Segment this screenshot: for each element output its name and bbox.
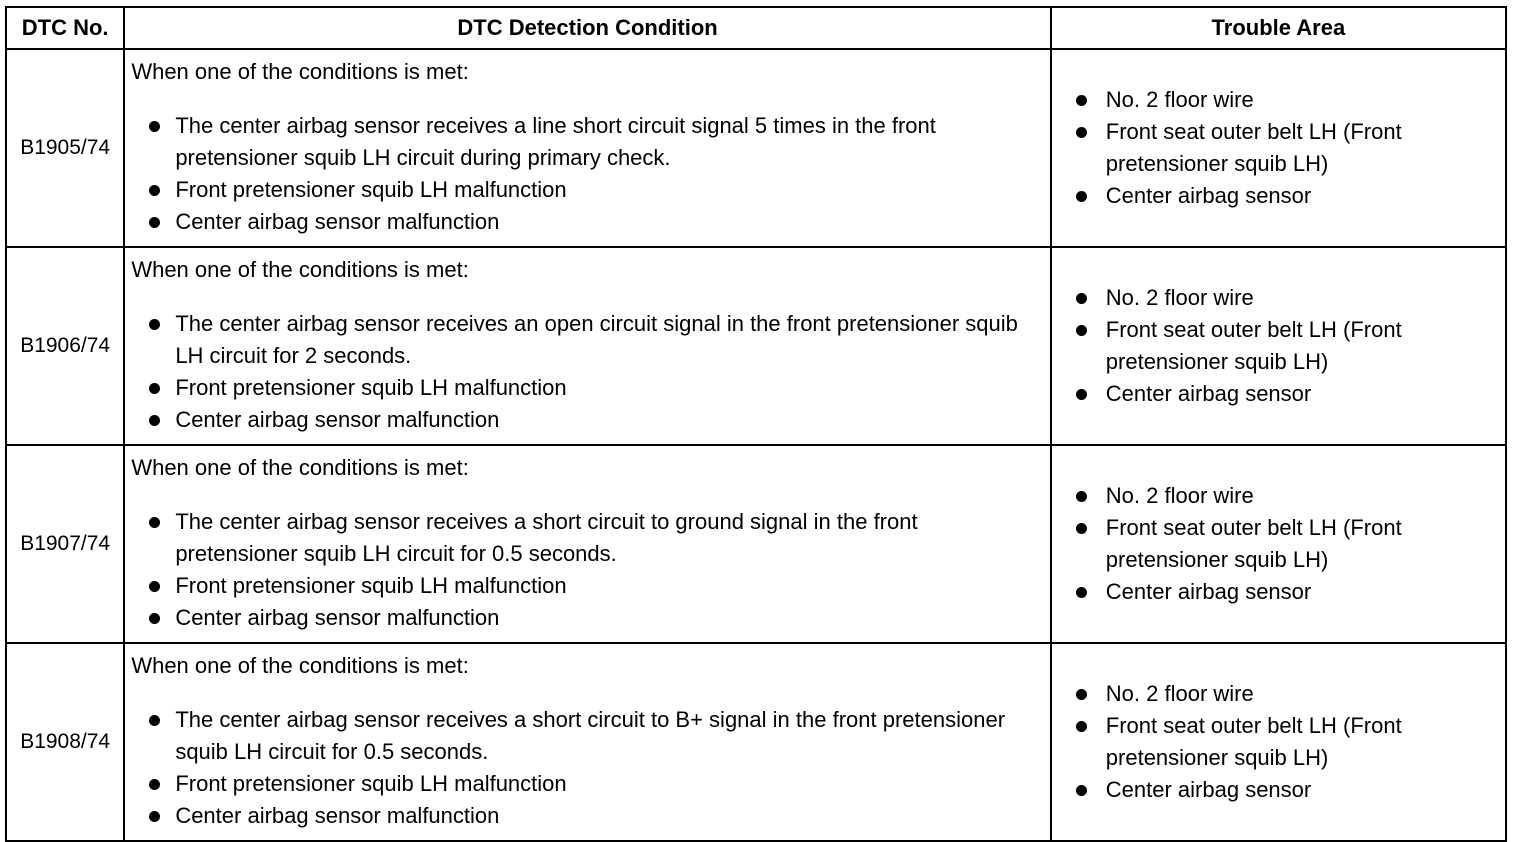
area-text: Center airbag sensor	[1105, 579, 1312, 604]
list-item	[141, 174, 1045, 206]
bullet-icon	[149, 811, 160, 822]
dtc-code: B1908/74	[6, 643, 124, 841]
condition-text: Front pretensioner squib LH malfunction	[175, 375, 567, 400]
list-item	[141, 704, 1045, 768]
list-item	[141, 800, 1045, 832]
dtc-code: B1907/74	[6, 445, 124, 643]
bullet-icon	[1076, 523, 1087, 534]
list-item	[1072, 180, 1501, 212]
dtc-code: B1906/74	[6, 247, 124, 445]
condition-text: Center airbag sensor malfunction	[175, 605, 500, 630]
bullet-icon	[149, 383, 160, 394]
list-item	[141, 506, 1045, 570]
bullet-icon	[1076, 127, 1087, 138]
list-item	[141, 372, 1045, 404]
list-item	[141, 570, 1045, 602]
condition-text: The center airbag sensor receives a short circuit to ground signal in the front pretensioner squib LH circuit for 0.5 seconds.	[175, 509, 918, 566]
trouble-area-list	[1072, 282, 1501, 410]
condition-list	[131, 308, 1045, 436]
detection-condition-cell	[124, 247, 1050, 445]
condition-lead: When one of the conditions is met:	[131, 257, 469, 282]
bullet-icon	[149, 185, 160, 196]
detection-condition-cell	[124, 643, 1050, 841]
trouble-area-cell	[1051, 445, 1506, 643]
dtc-code: B1905/74	[6, 49, 124, 247]
area-text: Front seat outer belt LH (Front pretensioner squib LH)	[1105, 119, 1402, 176]
condition-lead: When one of the conditions is met:	[131, 59, 469, 84]
area-text: No. 2 floor wire	[1105, 681, 1254, 706]
list-item	[141, 768, 1045, 800]
list-item	[1072, 84, 1501, 116]
condition-text: Center airbag sensor malfunction	[175, 803, 500, 828]
bullet-icon	[149, 121, 160, 132]
bullet-icon	[1076, 721, 1087, 732]
condition-list	[131, 110, 1045, 238]
bullet-icon	[1076, 587, 1087, 598]
bullet-icon	[1076, 191, 1087, 202]
trouble-area-cell	[1051, 49, 1506, 247]
table-row	[6, 445, 1506, 643]
list-item	[1072, 512, 1501, 576]
bullet-icon	[149, 581, 160, 592]
condition-text: Front pretensioner squib LH malfunction	[175, 771, 567, 796]
trouble-area-cell	[1051, 643, 1506, 841]
condition-text: Front pretensioner squib LH malfunction	[175, 177, 567, 202]
list-item	[1072, 678, 1501, 710]
list-item	[1072, 378, 1501, 410]
area-text: Front seat outer belt LH (Front pretensioner squib LH)	[1105, 713, 1402, 770]
condition-text: Center airbag sensor malfunction	[175, 407, 500, 432]
trouble-area-list	[1072, 480, 1501, 608]
condition-text: The center airbag sensor receives a short circuit to B+ signal in the front pretensioner squib LH circuit for 0.5 seconds.	[175, 707, 1006, 764]
area-text: No. 2 floor wire	[1105, 285, 1254, 310]
header-condition: DTC Detection Condition	[124, 7, 1050, 49]
bullet-icon	[1076, 689, 1087, 700]
trouble-area-list	[1072, 678, 1501, 806]
table-row	[6, 247, 1506, 445]
bullet-icon	[149, 613, 160, 624]
condition-text: The center airbag sensor receives a line short circuit signal 5 times in the front pretensioner squib LH circuit during primary check.	[175, 113, 936, 170]
condition-list	[131, 506, 1045, 634]
area-text: No. 2 floor wire	[1105, 87, 1254, 112]
bullet-icon	[1076, 785, 1087, 796]
list-item	[1072, 774, 1501, 806]
header-trouble-area: Trouble Area	[1051, 7, 1506, 49]
condition-text: Front pretensioner squib LH malfunction	[175, 573, 567, 598]
header-row	[6, 7, 1506, 49]
bullet-icon	[149, 779, 160, 790]
table-row	[6, 643, 1506, 841]
condition-lead: When one of the conditions is met:	[131, 653, 469, 678]
list-item	[1072, 282, 1501, 314]
area-text: No. 2 floor wire	[1105, 483, 1254, 508]
bullet-icon	[1076, 325, 1087, 336]
dtc-table	[5, 6, 1507, 842]
list-item	[1072, 116, 1501, 180]
bullet-icon	[1076, 95, 1087, 106]
trouble-area-cell	[1051, 247, 1506, 445]
area-text: Front seat outer belt LH (Front pretensioner squib LH)	[1105, 317, 1402, 374]
header-dtc-no: DTC No.	[6, 7, 124, 49]
bullet-icon	[149, 415, 160, 426]
list-item	[141, 602, 1045, 634]
bullet-icon	[149, 217, 160, 228]
trouble-area-list	[1072, 84, 1501, 212]
list-item	[1072, 710, 1501, 774]
area-text: Front seat outer belt LH (Front pretensioner squib LH)	[1105, 515, 1402, 572]
bullet-icon	[149, 517, 160, 528]
bullet-icon	[1076, 491, 1087, 502]
condition-text: The center airbag sensor receives an open circuit signal in the front pretensioner squib LH circuit for 2 seconds.	[175, 311, 1018, 368]
condition-lead: When one of the conditions is met:	[131, 455, 469, 480]
list-item	[1072, 576, 1501, 608]
bullet-icon	[1076, 293, 1087, 304]
bullet-icon	[1076, 389, 1087, 400]
list-item	[141, 206, 1045, 238]
detection-condition-cell	[124, 49, 1050, 247]
bullet-icon	[149, 715, 160, 726]
condition-text: Center airbag sensor malfunction	[175, 209, 500, 234]
list-item	[1072, 480, 1501, 512]
detection-condition-cell	[124, 445, 1050, 643]
bullet-icon	[149, 319, 160, 330]
area-text: Center airbag sensor	[1105, 777, 1312, 802]
area-text: Center airbag sensor	[1105, 183, 1312, 208]
area-text: Center airbag sensor	[1105, 381, 1312, 406]
list-item	[1072, 314, 1501, 378]
list-item	[141, 110, 1045, 174]
table-row	[6, 49, 1506, 247]
list-item	[141, 308, 1045, 372]
list-item	[141, 404, 1045, 436]
condition-list	[131, 704, 1045, 832]
